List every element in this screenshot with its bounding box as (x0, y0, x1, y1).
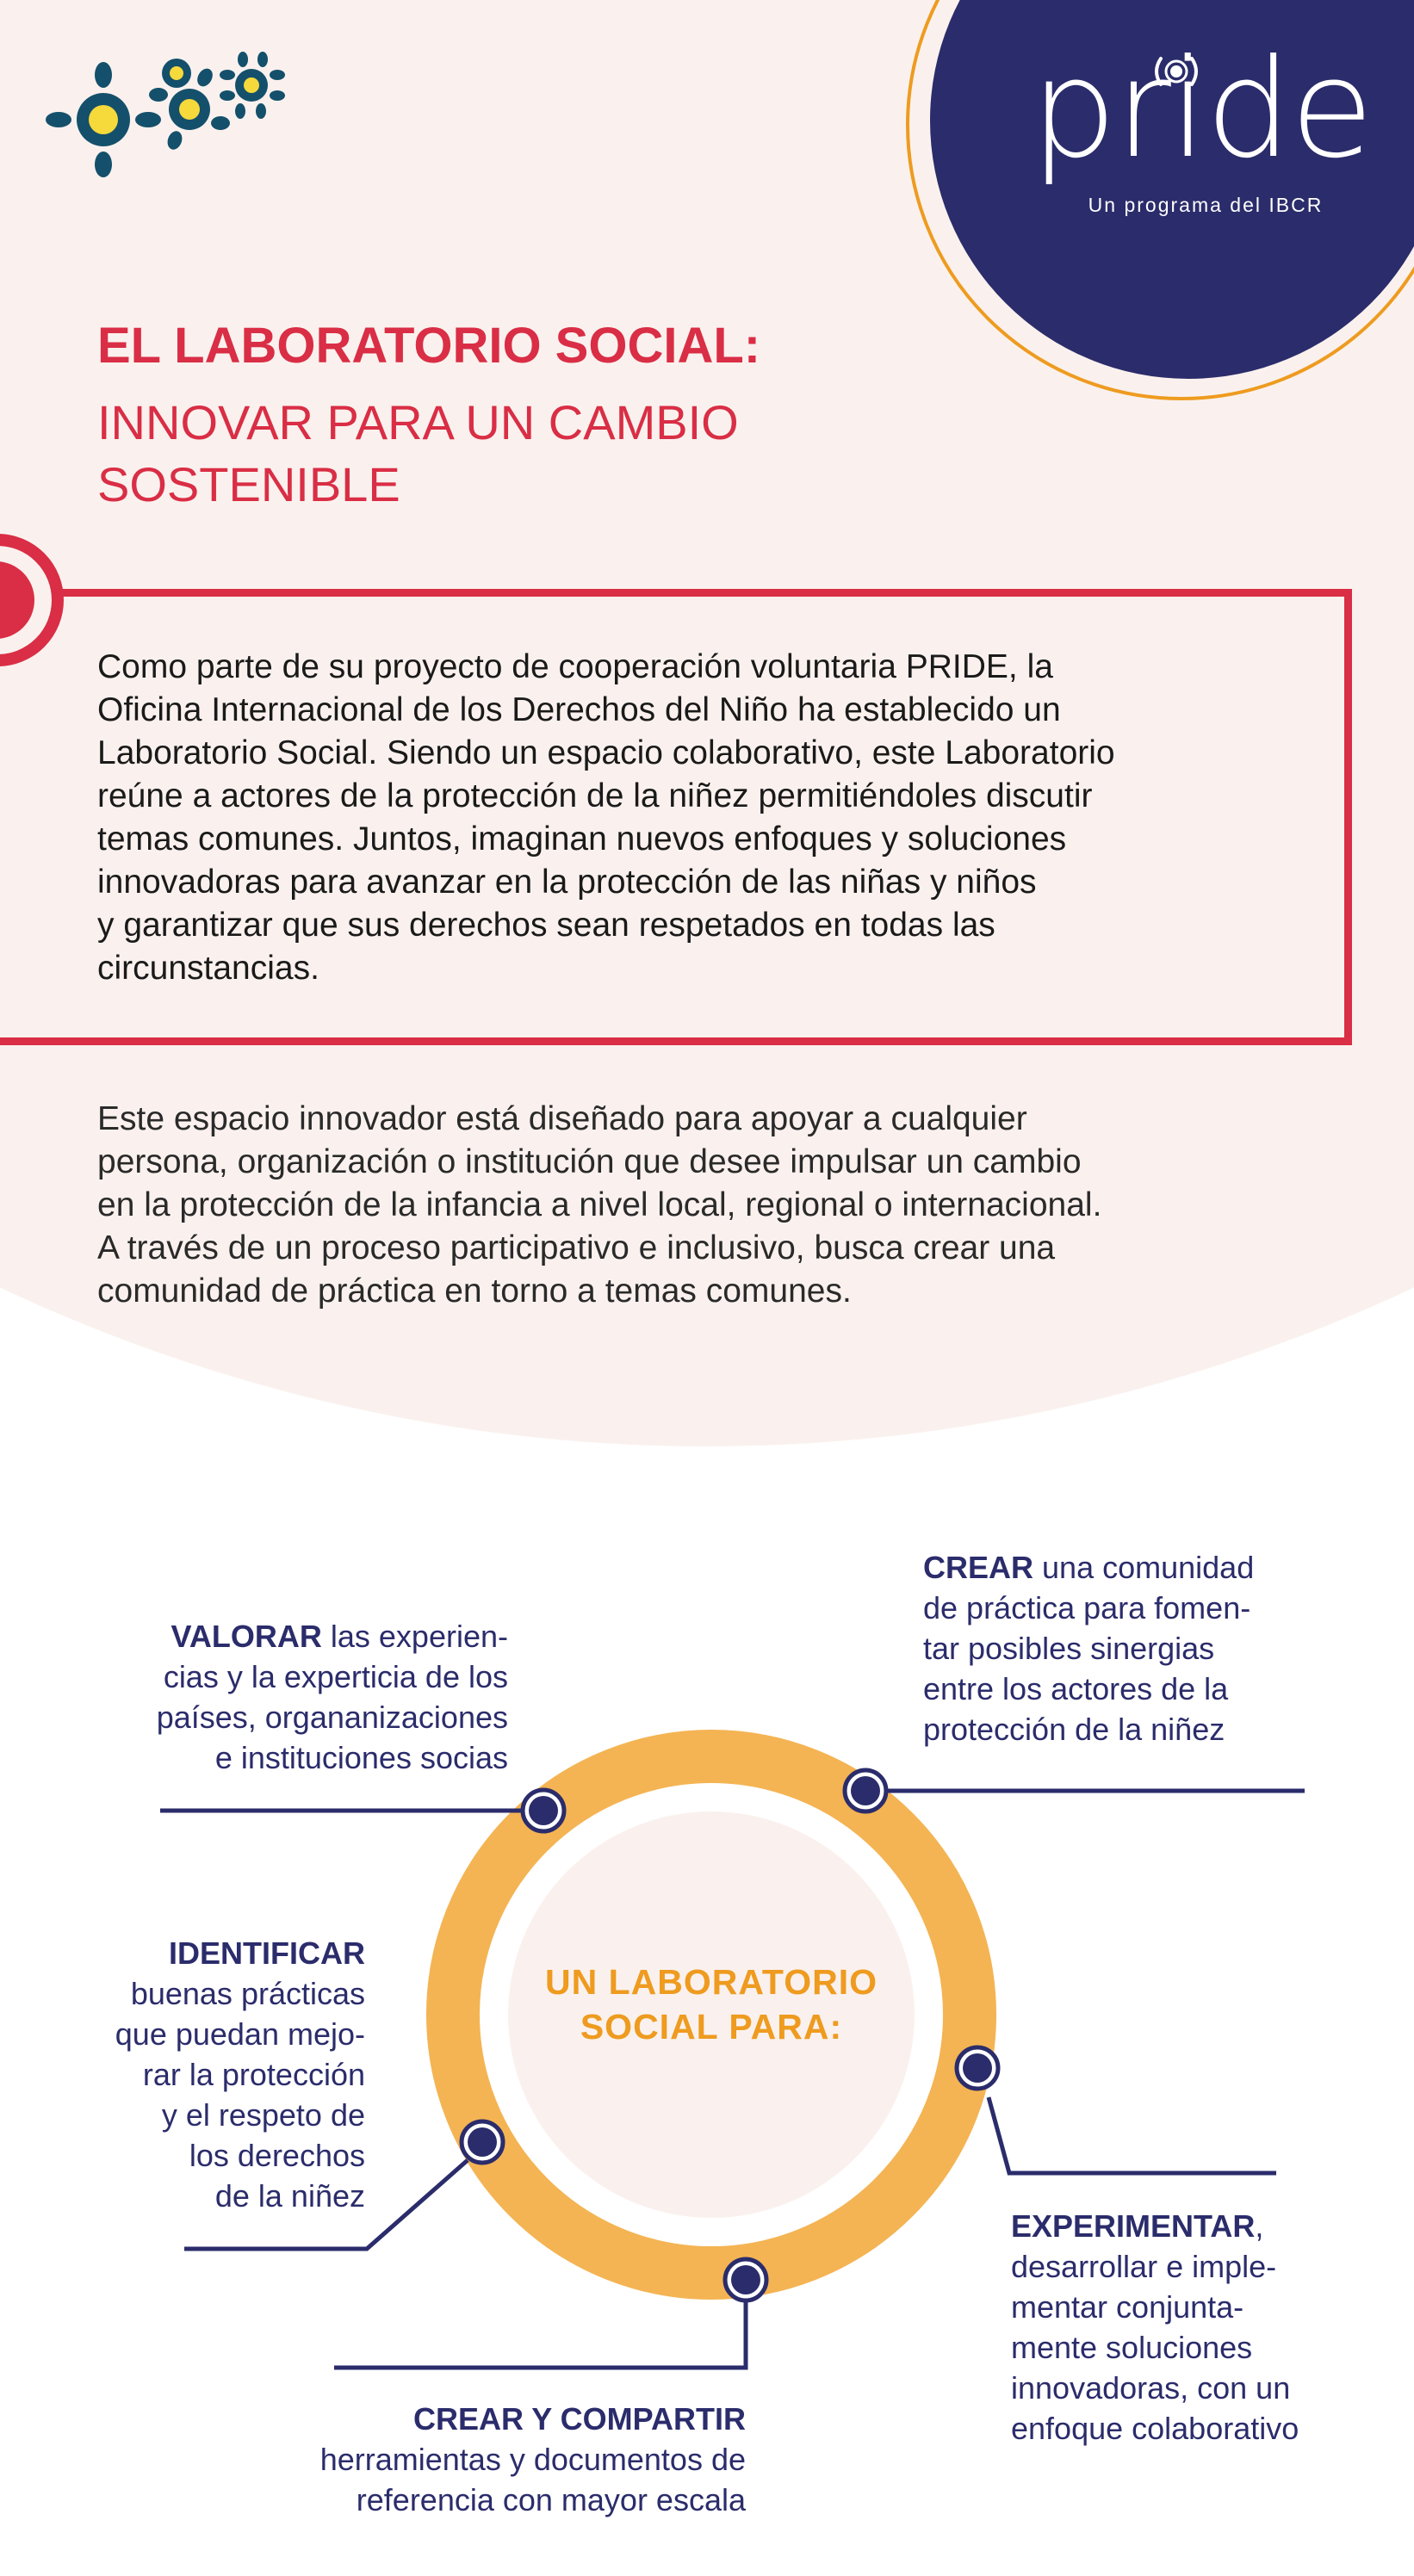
paragraph-line: reúne a actores de la protección de la niñez permitiéndoles discutir (97, 777, 1093, 814)
paragraph-line: circunstancias. (97, 950, 319, 987)
paragraph-line: Este espacio innovador está diseñado para apoyar a cualquier (97, 1100, 1027, 1137)
item-text: tar posibles sinergias (923, 1631, 1215, 1666)
item-text: que puedan mejo- (115, 2016, 365, 2052)
diagram-item-identificar (115, 1933, 365, 2216)
item-text: protección de la niñez (923, 1712, 1225, 1747)
paragraph-line: A través de un proceso participativo e inclusivo, busca crear una (97, 1229, 1056, 1266)
diagram-item-crear (923, 1547, 1254, 1749)
logo-subtitle: Un programa del IBCR (1088, 194, 1324, 216)
subtitle-line: INNOVAR PARA UN CAMBIO (97, 395, 739, 449)
diagram-item-experimentar (1011, 2206, 1299, 2449)
paragraph-line: temas comunes. Juntos, imaginan nuevos enfoques y soluciones (97, 820, 1067, 858)
diagram-center-label (496, 1960, 927, 2049)
logo-wordmark: pride (1030, 30, 1373, 189)
item-text: desarrollar e imple- (1011, 2249, 1277, 2284)
item-text: y el respeto de (161, 2097, 365, 2133)
item-text: entre los actores de la (923, 1671, 1229, 1706)
item-text: buenas prácticas (130, 1976, 365, 2011)
page-title: EL LABORATORIO SOCIAL: (97, 318, 761, 374)
item-text: una comunidad (1042, 1550, 1255, 1585)
item-keyword: CREAR Y COMPARTIR (412, 2401, 746, 2437)
paragraph-line: Laboratorio Social. Siendo un espacio colaborativo, este Laboratorio (97, 734, 1115, 771)
item-text: las experien- (330, 1619, 508, 1654)
item-text: mentar conjunta- (1011, 2289, 1244, 2325)
item-text: enfoque colaborativo (1011, 2411, 1299, 2446)
item-text: herramientas y documentos de (319, 2442, 746, 2477)
paragraph-line: y garantizar que sus derechos sean respetados en todas las (97, 907, 995, 944)
item-keyword: VALORAR (171, 1619, 322, 1654)
paragraph-line: comunidad de práctica en torno a temas comunes. (97, 1273, 852, 1310)
item-text: de la niñez (214, 2178, 365, 2214)
paragraph-line: en la protección de la infancia a nivel local, regional o internacional. (97, 1186, 1102, 1223)
item-keyword: EXPERIMENTAR (1011, 2208, 1256, 2244)
item-text: , (1255, 2208, 1264, 2244)
center-label-line: SOCIAL PARA: (580, 2007, 843, 2047)
item-text: mente soluciones (1011, 2330, 1253, 2365)
diagram-item-valorar (157, 1616, 508, 1778)
diagram-item-crear-y-compartir (320, 2399, 746, 2520)
paragraph-line: innovadoras para avanzar en la protección de las niñas y niños (97, 864, 1037, 901)
item-keyword: CREAR (923, 1550, 1034, 1585)
paragraph-line: Como parte de su proyecto de cooperación voluntaria PRIDE, la (97, 648, 1053, 685)
center-label-line: UN LABORATORIO (544, 1962, 878, 2002)
item-text: de práctica para fomen- (923, 1590, 1251, 1625)
item-text: referencia con mayor escala (356, 2482, 746, 2517)
item-text: e instituciones socias (214, 1740, 508, 1775)
paragraph-line: persona, organización o institución que desee impulsar un cambio (97, 1143, 1082, 1180)
item-keyword: IDENTIFICAR (169, 1935, 365, 1971)
subtitle-line: SOSTENIBLE (97, 457, 400, 511)
item-text: cias y la experticia de los (163, 1659, 508, 1694)
item-text: países, organanizaciones (156, 1700, 508, 1735)
item-text: innovadoras, con un (1011, 2370, 1291, 2406)
item-text: rar la protección (142, 2057, 365, 2092)
item-text: los derechos (189, 2138, 365, 2173)
paragraph-line: Oficina Internacional de los Derechos del Niño ha establecido un (97, 691, 1061, 728)
